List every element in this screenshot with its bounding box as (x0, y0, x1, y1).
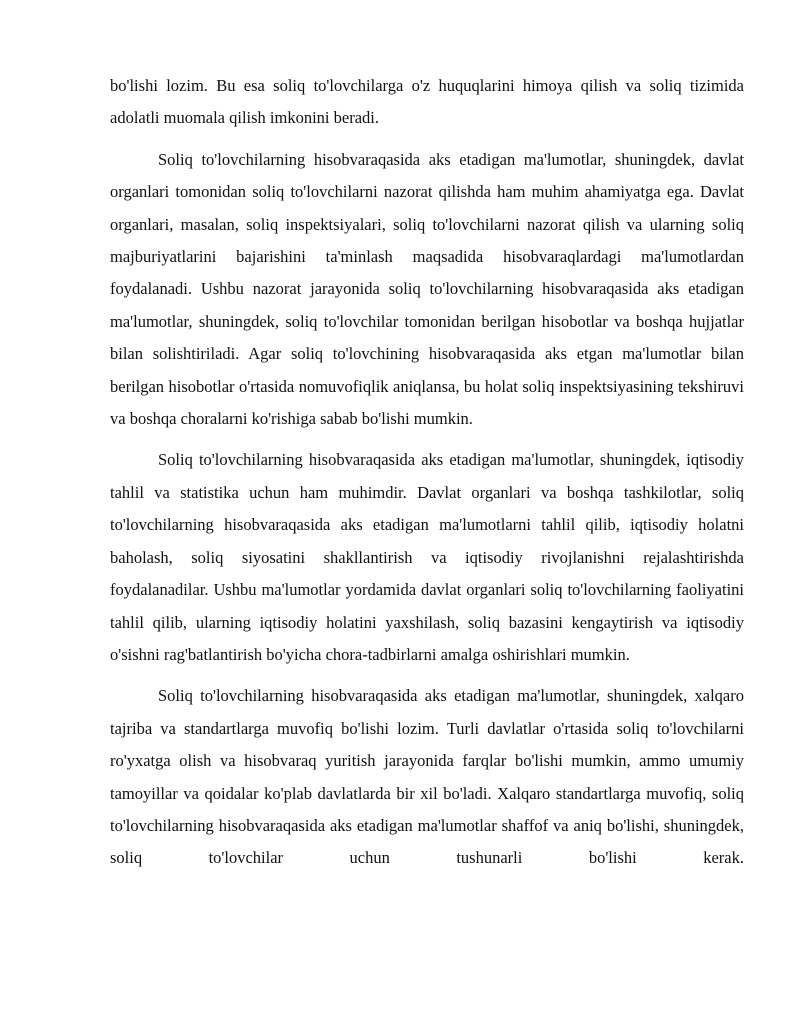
document-page (110, 70, 744, 884)
paragraph-international-standards: Soliq to'lovchilarning hisobvaraqasida aks etadigan ma'lumotlar, shuningdek, xalqaro tajriba va standartlarga muvofiq bo'lishi lozim. Turli davlatlar o'rtasida soliq to'lovchilarni ro'yxatga olish va hisobvaraq yuritish jarayonida farqlar bo'lishi mumkin, ammo umumiy tamoyillar va qoidalar ko'plab davlatlarda bir xil bo'ladi. Xalqaro standartlarga muvofiq, soliq to'lovchilarning hisobvaraqasida aks etadigan ma'lumotlar shaffof va aniq bo'lishi, shuningdek, soliq to'lovchilar uchun tushunarli bo'lishi kerak. (110, 686, 744, 868)
paragraph-economic-analysis: Soliq to'lovchilarning hisobvaraqasida aks etadigan ma'lumotlar, shuningdek, iqtisodiy tahlil va statistika uchun ham muhimdir. Davlat organlari va boshqa tashkilotlar, soliq to'lovchilarning hisobvaraqasida aks etadigan ma'lumotlarni tahlil qilib, iqtisodiy holatni baholash, soliq siyosatini shakllantirish va iqtisodiy rivojlanishni rejalashtirishda foydalanadilar. Ushbu ma'lumotlar yordamida davlat organlari soliq to'lovchilarning faoliyatini tahlil qilib, ularning iqtisodiy holatini yaxshilash, soliq bazasini kengaytirish va iqtisodiy o'sishni rag'batlantirish bo'yicha chora-tadbirlarni amalga oshirishlari mumkin. (110, 450, 744, 664)
paragraph-continuation: bo'lishi lozim. Bu esa soliq to'lovchilarga o'z huquqlarini himoya qilish va soliq tizimida adolatli muomala qilish imkonini beradi. (110, 76, 744, 128)
paragraph-control: Soliq to'lovchilarning hisobvaraqasida aks etadigan ma'lumotlar, shuningdek, davlat organlari tomonidan soliq to'lovchilarni nazorat qilishda ham muhim ahamiyatga ega. Davlat organlari, masalan, soliq inspektsiyalari, soliq to'lovchilarni nazorat qilish va ularning soliq majburiyatlarini bajarishini ta'minlash maqsadida hisobvaraqlardagi ma'lumotlardan foydalanadi. Ushbu nazorat jarayonida soliq to'lovchilarning hisobvaraqasida aks etadigan ma'lumotlar, shuningdek, soliq to'lovchilar tomonidan berilgan hisobotlar va boshqa hujjatlar bilan solishtiriladi. Agar soliq to'lovchining hisobvaraqasida aks etgan ma'lumotlar bilan berilgan hisobotlar o'rtasida nomuvofiqlik aniqlansa, bu holat soliq inspektsiyasining tekshiruvi va boshqa choralarni ko'rishiga sabab bo'lishi mumkin. (110, 149, 744, 429)
